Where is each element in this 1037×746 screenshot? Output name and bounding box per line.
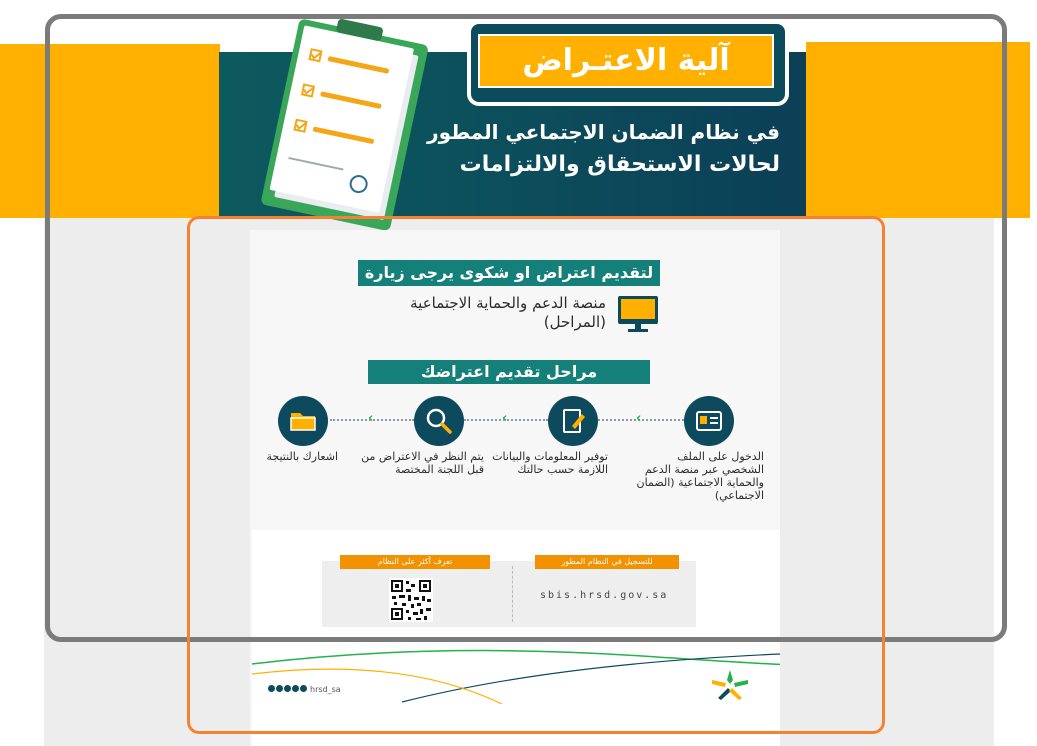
platform-name-line-1: منصة الدعم والحماية الاجتماعية xyxy=(410,294,606,312)
learn-more-tag: تعرف أكثر على النظام xyxy=(340,555,490,569)
subtitle-line-2: لحالات الاستحقاق والالتزامات xyxy=(459,152,780,177)
page-title: آلية الاعتـراض xyxy=(478,34,774,88)
platform-name-line-2: (المراحل) xyxy=(543,313,606,331)
step-2-label: توفير المعلومات والبيانات اللازمة حسب حالتك xyxy=(492,450,608,476)
chevron-left-icon: ‹ xyxy=(502,411,508,426)
social-handle[interactable]: hrsd_sa xyxy=(310,685,341,694)
step-4-label: اشعارك بالنتيجة xyxy=(266,450,338,463)
register-tag: للتسجيل في النظام المطور xyxy=(535,555,679,569)
visit-banner: لتقديم اعتراض او شكوى يرجى زيارة xyxy=(358,260,660,286)
subtitle-line-1: في نظام الضمان الاجتماعي المطور xyxy=(427,120,780,144)
orange-highlight-frame xyxy=(187,216,885,734)
step-3-label: يتم النظر في الاعتراض من قبل اللجنة المختصة xyxy=(361,450,484,476)
chevron-left-icon: ‹ xyxy=(368,411,374,426)
chevron-left-icon: ‹ xyxy=(636,411,642,426)
step-1-label: الدخول على الملف الشخصي عبر منصة الدعم والحماية الاجتماعية (الضمان الاجتماعي) xyxy=(636,450,764,502)
steps-banner: مراحل تقديم اعتراضك xyxy=(368,360,650,384)
registration-url-link[interactable]: sbis.hrsd.gov.sa xyxy=(540,590,669,601)
